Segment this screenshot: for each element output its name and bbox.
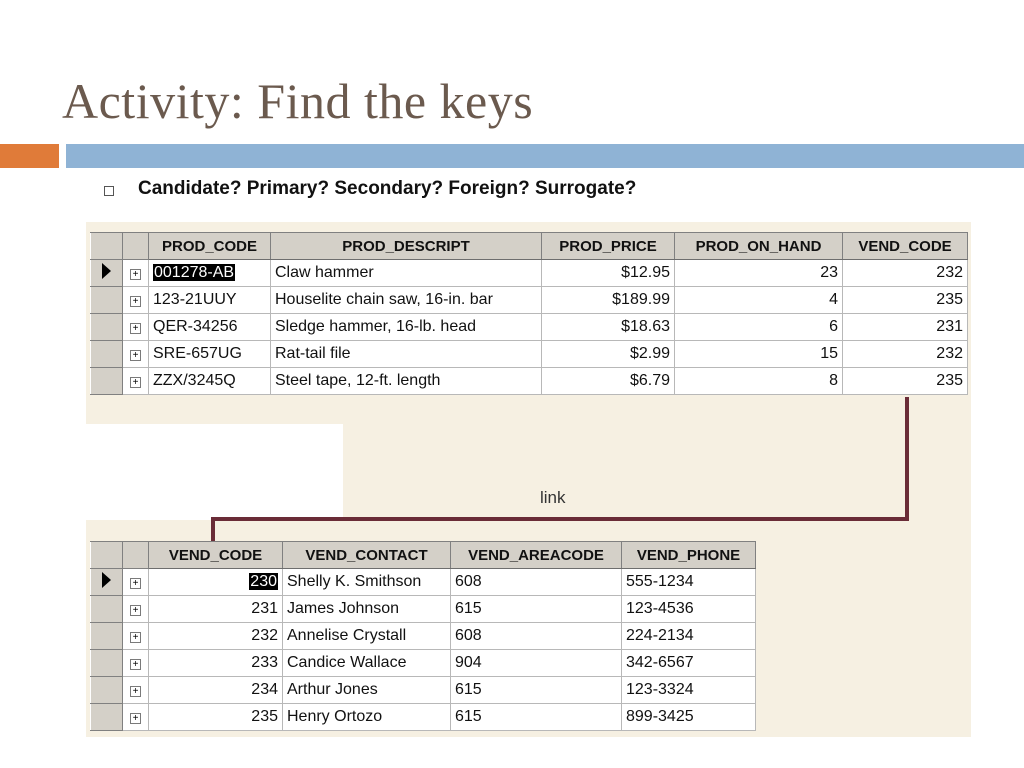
- table-cell[interactable]: 235: [843, 287, 968, 314]
- column-header[interactable]: PROD_DESCRIPT: [271, 233, 542, 260]
- table-cell[interactable]: Arthur Jones: [283, 677, 451, 704]
- table-cell[interactable]: 231: [149, 596, 283, 623]
- column-header[interactable]: VEND_AREACODE: [451, 542, 622, 569]
- column-header[interactable]: PROD_ON_HAND: [675, 233, 843, 260]
- table-cell[interactable]: 232: [149, 623, 283, 650]
- expand-cell[interactable]: [123, 287, 149, 314]
- bullet-item: [104, 178, 636, 200]
- table-cell[interactable]: 615: [451, 677, 622, 704]
- record-selector[interactable]: [91, 677, 123, 704]
- table-cell[interactable]: Houselite chain saw, 16-in. bar: [271, 287, 542, 314]
- table-cell[interactable]: 15: [675, 341, 843, 368]
- table-cell[interactable]: Rat-tail file: [271, 341, 542, 368]
- expand-plus-icon[interactable]: +: [130, 605, 141, 616]
- expand-plus-icon[interactable]: +: [130, 350, 141, 361]
- record-selector-header[interactable]: [91, 542, 123, 569]
- relationship-line: [905, 397, 909, 521]
- table-cell[interactable]: 4: [675, 287, 843, 314]
- relationship-label: link: [540, 488, 566, 507]
- column-header[interactable]: VEND_PHONE: [622, 542, 756, 569]
- table-cell[interactable]: 8: [675, 368, 843, 395]
- table-cell[interactable]: $2.99: [542, 341, 675, 368]
- table-cell[interactable]: 23: [675, 260, 843, 287]
- table-row[interactable]: [91, 677, 756, 704]
- expand-column-header: [123, 233, 149, 260]
- expand-plus-icon[interactable]: +: [130, 632, 141, 643]
- expand-cell[interactable]: [123, 260, 149, 287]
- table-row[interactable]: [91, 569, 756, 596]
- record-selector[interactable]: [91, 260, 123, 287]
- table-cell[interactable]: 232: [843, 341, 968, 368]
- expand-plus-icon[interactable]: +: [130, 578, 141, 589]
- table-row[interactable]: [91, 704, 756, 731]
- record-selector[interactable]: [91, 596, 123, 623]
- table-cell[interactable]: 123-3324: [622, 677, 756, 704]
- relationship-line: [211, 517, 215, 543]
- expand-cell[interactable]: [123, 569, 149, 596]
- record-selector[interactable]: [91, 314, 123, 341]
- expand-cell[interactable]: [123, 314, 149, 341]
- table-cell[interactable]: QER-34256: [149, 314, 271, 341]
- table-cell[interactable]: Candice Wallace: [283, 650, 451, 677]
- table-cell[interactable]: 224-2134: [622, 623, 756, 650]
- table-row[interactable]: [91, 623, 756, 650]
- expand-cell[interactable]: [123, 677, 149, 704]
- table-cell[interactable]: $12.95: [542, 260, 675, 287]
- column-header[interactable]: VEND_CODE: [843, 233, 968, 260]
- table-cell[interactable]: [149, 260, 271, 287]
- product-table: [90, 232, 968, 395]
- current-row-arrow-icon: [102, 263, 111, 279]
- expand-plus-icon[interactable]: +: [130, 659, 141, 670]
- table-cell[interactable]: [149, 569, 283, 596]
- table-cell[interactable]: 608: [451, 623, 622, 650]
- table-row[interactable]: [91, 596, 756, 623]
- accent-bar-orange: [0, 144, 59, 168]
- table-cell[interactable]: 904: [451, 650, 622, 677]
- expand-cell[interactable]: [123, 341, 149, 368]
- table-cell[interactable]: 615: [451, 704, 622, 731]
- expand-cell[interactable]: [123, 650, 149, 677]
- column-header[interactable]: VEND_CONTACT: [283, 542, 451, 569]
- current-row-arrow-icon: [102, 572, 111, 588]
- table-cell[interactable]: 555-1234: [622, 569, 756, 596]
- table-cell[interactable]: James Johnson: [283, 596, 451, 623]
- square-bullet-icon: [104, 186, 114, 196]
- table-row[interactable]: [91, 260, 968, 287]
- bullet-text: Candidate? Primary? Secondary? Foreign? Surrogate?: [138, 178, 637, 199]
- table-cell[interactable]: 232: [843, 260, 968, 287]
- selected-cell-text: 230: [250, 573, 277, 590]
- table-cell[interactable]: SRE-657UG: [149, 341, 271, 368]
- table-row[interactable]: [91, 368, 968, 395]
- record-selector[interactable]: [91, 569, 123, 596]
- header-row: [91, 542, 756, 569]
- record-selector[interactable]: [91, 341, 123, 368]
- table-cell[interactable]: $189.99: [542, 287, 675, 314]
- table-cell[interactable]: 235: [149, 704, 283, 731]
- expand-cell[interactable]: [123, 623, 149, 650]
- selected-cell-text: 001278-AB: [154, 264, 235, 281]
- table-row[interactable]: [91, 314, 968, 341]
- table-cell[interactable]: 6: [675, 314, 843, 341]
- table-cell[interactable]: 342-6567: [622, 650, 756, 677]
- table-row[interactable]: [91, 650, 756, 677]
- expand-plus-icon[interactable]: +: [130, 377, 141, 388]
- screenshot-background: [343, 422, 971, 522]
- expand-cell[interactable]: [123, 704, 149, 731]
- record-selector[interactable]: [91, 287, 123, 314]
- table-cell[interactable]: 233: [149, 650, 283, 677]
- table-cell[interactable]: $6.79: [542, 368, 675, 395]
- table-cell[interactable]: Sledge hammer, 16-lb. head: [271, 314, 542, 341]
- table-cell[interactable]: 235: [843, 368, 968, 395]
- table-cell[interactable]: 608: [451, 569, 622, 596]
- record-selector[interactable]: [91, 704, 123, 731]
- table-cell[interactable]: Henry Ortozo: [283, 704, 451, 731]
- table-cell[interactable]: Annelise Crystall: [283, 623, 451, 650]
- record-selector[interactable]: [91, 650, 123, 677]
- relationship-line: [211, 517, 909, 521]
- table-row[interactable]: [91, 341, 968, 368]
- record-selector[interactable]: [91, 623, 123, 650]
- expand-plus-icon[interactable]: +: [130, 269, 141, 280]
- table-cell[interactable]: Steel tape, 12-ft. length: [271, 368, 542, 395]
- slide-title: Activity: Find the keys: [62, 73, 534, 129]
- table-cell[interactable]: 231: [843, 314, 968, 341]
- table-cell[interactable]: 899-3425: [622, 704, 756, 731]
- accent-bar-blue: [66, 144, 1024, 168]
- table-cell[interactable]: 234: [149, 677, 283, 704]
- expand-plus-icon[interactable]: +: [130, 323, 141, 334]
- header-row: [91, 233, 968, 260]
- table-cell[interactable]: Shelly K. Smithson: [283, 569, 451, 596]
- record-selector-header[interactable]: [91, 233, 123, 260]
- table-cell[interactable]: 123-21UUY: [149, 287, 271, 314]
- column-header[interactable]: VEND_CODE: [149, 542, 283, 569]
- table-row[interactable]: [91, 287, 968, 314]
- expand-plus-icon[interactable]: +: [130, 296, 141, 307]
- table-cell[interactable]: $18.63: [542, 314, 675, 341]
- vendor-table: [90, 541, 756, 731]
- expand-cell[interactable]: [123, 368, 149, 395]
- table-cell[interactable]: 615: [451, 596, 622, 623]
- record-selector[interactable]: [91, 368, 123, 395]
- column-header[interactable]: PROD_PRICE: [542, 233, 675, 260]
- expand-plus-icon[interactable]: +: [130, 686, 141, 697]
- expand-column-header: [123, 542, 149, 569]
- expand-plus-icon[interactable]: +: [130, 713, 141, 724]
- table-cell[interactable]: Claw hammer: [271, 260, 542, 287]
- column-header[interactable]: PROD_CODE: [149, 233, 271, 260]
- expand-cell[interactable]: [123, 596, 149, 623]
- table-cell[interactable]: 123-4536: [622, 596, 756, 623]
- table-cell[interactable]: ZZX/3245Q: [149, 368, 271, 395]
